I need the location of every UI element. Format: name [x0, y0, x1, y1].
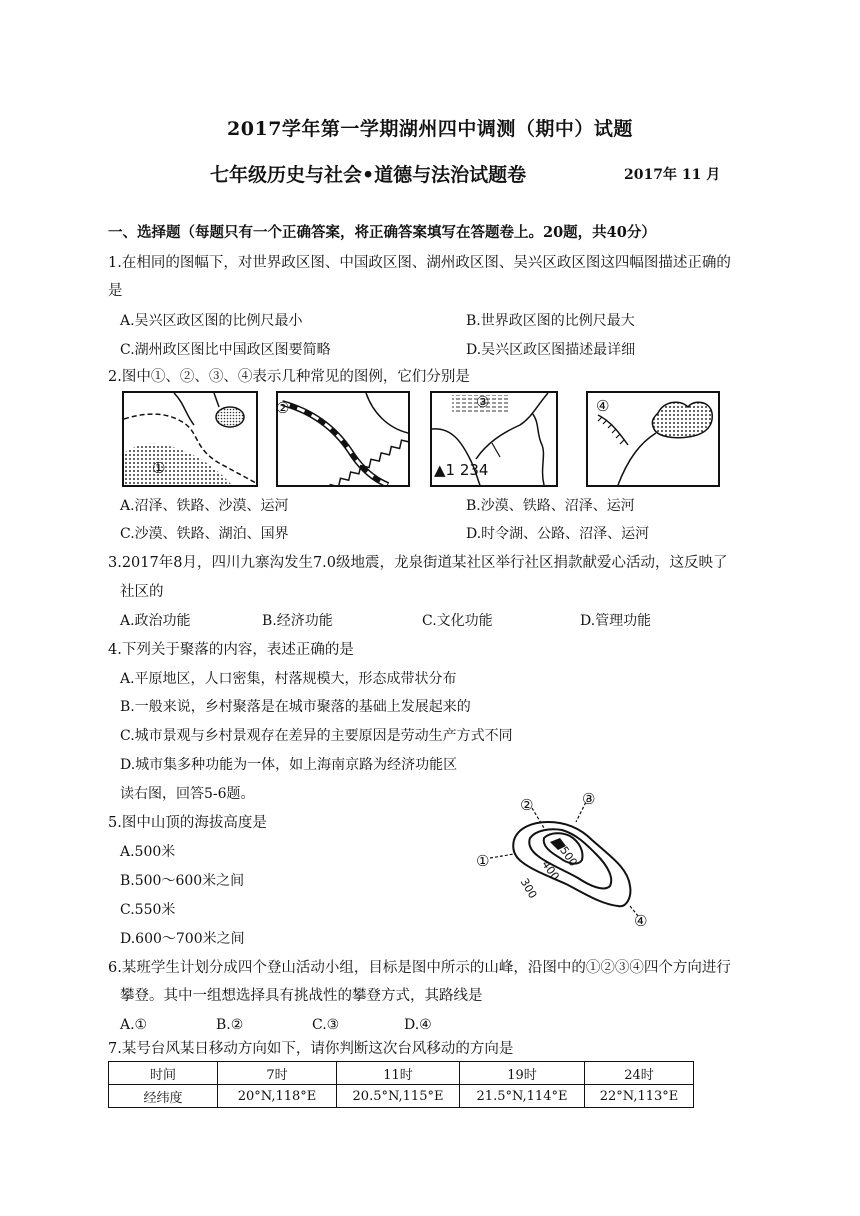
contour-label-1: ① [476, 852, 490, 870]
exam-subtitle: 七年级历史与社会•道德与法治试题卷 [210, 164, 527, 186]
q3-option-d: D.管理功能 [580, 613, 652, 629]
q6-option-a: A.① [120, 1017, 148, 1033]
q1-stem-line2: 是 [108, 283, 123, 299]
section-heading: 一、选择题（每题只有一个正确答案，将正确答案填写在答题卷上。20题，共40分） [108, 224, 656, 241]
q3-option-c: C.文化功能 [422, 613, 493, 629]
q6-option-c: C.③ [312, 1017, 340, 1033]
typhoon-table [108, 1061, 694, 1108]
q1-option-a: A.吴兴区政区图的比例尺最小 [120, 313, 303, 329]
contour-value-400: 400 [539, 858, 562, 883]
q5-option-b: B.500～600米之间 [120, 873, 245, 889]
contour-value-500: 500 [557, 844, 580, 869]
exam-date: 2017年 11 月 [624, 167, 721, 183]
q1-option-b: B.世界政区图的比例尺最大 [466, 313, 635, 329]
legend-figure-2-label: ② [276, 399, 290, 417]
q5-option-d: D.600～700米之间 [120, 931, 245, 947]
q2-option-d: D.时令湖、公路、沼泽、运河 [466, 526, 650, 542]
q4-option-b: B.一般来说，乡村聚落是在城市聚落的基础上发展起来的 [120, 699, 471, 715]
table-cell: 7时 [218, 1062, 337, 1085]
legend-figure-2-drawing [278, 393, 408, 485]
q2-option-a: A.沼泽、铁路、沙漠、运河 [120, 498, 289, 514]
q1-option-c: C.湖州政区图比中国政区图要简略 [120, 342, 331, 358]
q4-option-d: D.城市集多种功能为一体，如上海南京路为经济功能区 [120, 757, 458, 773]
legend-figure-3-label: ③ [476, 393, 490, 411]
legend-figure-1-drawing [124, 393, 256, 485]
legend-figure-4 [586, 391, 720, 487]
q3-stem-line2: 社区的 [120, 584, 164, 600]
legend-figure-3 [430, 391, 558, 487]
q4-option-a: A.平原地区，人口密集，村落规模大，形态成带状分布 [120, 671, 457, 687]
q4-option-c: C.城市景观与乡村景观存在差异的主要原因是劳动生产方式不同 [120, 728, 513, 744]
contour-label-4: ④ [634, 912, 648, 930]
q5-stem: 5.图中山顶的海拔高度是 [108, 815, 267, 831]
table-cell: 时间 [109, 1062, 218, 1085]
q3-stem-line1: 3.2017年8月，四川九寨沟发生7.0级地震，龙泉街道某社区举行社区捐款献爱心活动，这反映了 [108, 555, 728, 571]
q2-option-c: C.沙漠、铁路、湖泊、国界 [120, 526, 289, 542]
contour-label-2: ② [520, 796, 534, 814]
q2-stem: 2.图中①、②、③、④表示几种常见的图例，它们分别是 [108, 369, 470, 385]
q6-option-b: B.② [216, 1017, 244, 1033]
q1-stem-line1: 1.在相同的图幅下，对世界政区图、中国政区图、湖州政区图、吴兴区政区图这四幅图描述正确的 [108, 255, 731, 271]
contour-value-300: 300 [517, 876, 540, 901]
q4-stem: 4.下列关于聚落的内容，表述正确的是 [108, 642, 354, 658]
table-cell: 22°N,113°E [585, 1085, 694, 1108]
legend-figure-2 [276, 391, 410, 487]
contour-label-3: ③ [582, 790, 596, 808]
legend-figure-3-elevation: ▲1 234 [434, 461, 489, 479]
table-cell: 11时 [337, 1062, 460, 1085]
q5-option-a: A.500米 [120, 844, 176, 860]
table-cell: 经纬度 [109, 1085, 218, 1108]
q3-option-b: B.经济功能 [262, 613, 333, 629]
read-hint: 读右图，回答5-6题。 [120, 786, 255, 802]
legend-figure-1 [122, 391, 258, 487]
q5-option-c: C.550米 [120, 902, 176, 918]
legend-figure-1-label: ① [152, 459, 166, 477]
table-cell: 20°N,118°E [218, 1085, 337, 1108]
table-cell: 24时 [585, 1062, 694, 1085]
legend-figure-4-label: ④ [596, 397, 610, 415]
q7-stem: 7.某号台风某日移动方向如下，请你判断这次台风移动的方向是 [108, 1041, 514, 1057]
q1-option-d: D.吴兴区政区图描述最详细 [466, 342, 636, 358]
q6-option-d: D.④ [404, 1017, 432, 1033]
table-cell: 19时 [460, 1062, 585, 1085]
table-row [109, 1085, 694, 1108]
table-cell: 20.5°N,115°E [337, 1085, 460, 1108]
table-row [109, 1062, 694, 1085]
table-cell: 21.5°N,114°E [460, 1085, 585, 1108]
q2-option-b: B.沙漠、铁路、沼泽、运河 [466, 498, 635, 514]
q6-stem-line1: 6.某班学生计划分成四个登山活动小组，目标是图中所示的山峰，沿图中的①②③④四个方向进行 [108, 960, 731, 976]
contour-map [470, 788, 670, 933]
q6-stem-line2: 攀登。其中一组想选择具有挑战性的攀登方式，其路线是 [120, 988, 483, 1004]
exam-title: 2017学年第一学期湖州四中调测（期中）试题 [227, 118, 633, 140]
q3-option-a: A.政治功能 [120, 613, 191, 629]
